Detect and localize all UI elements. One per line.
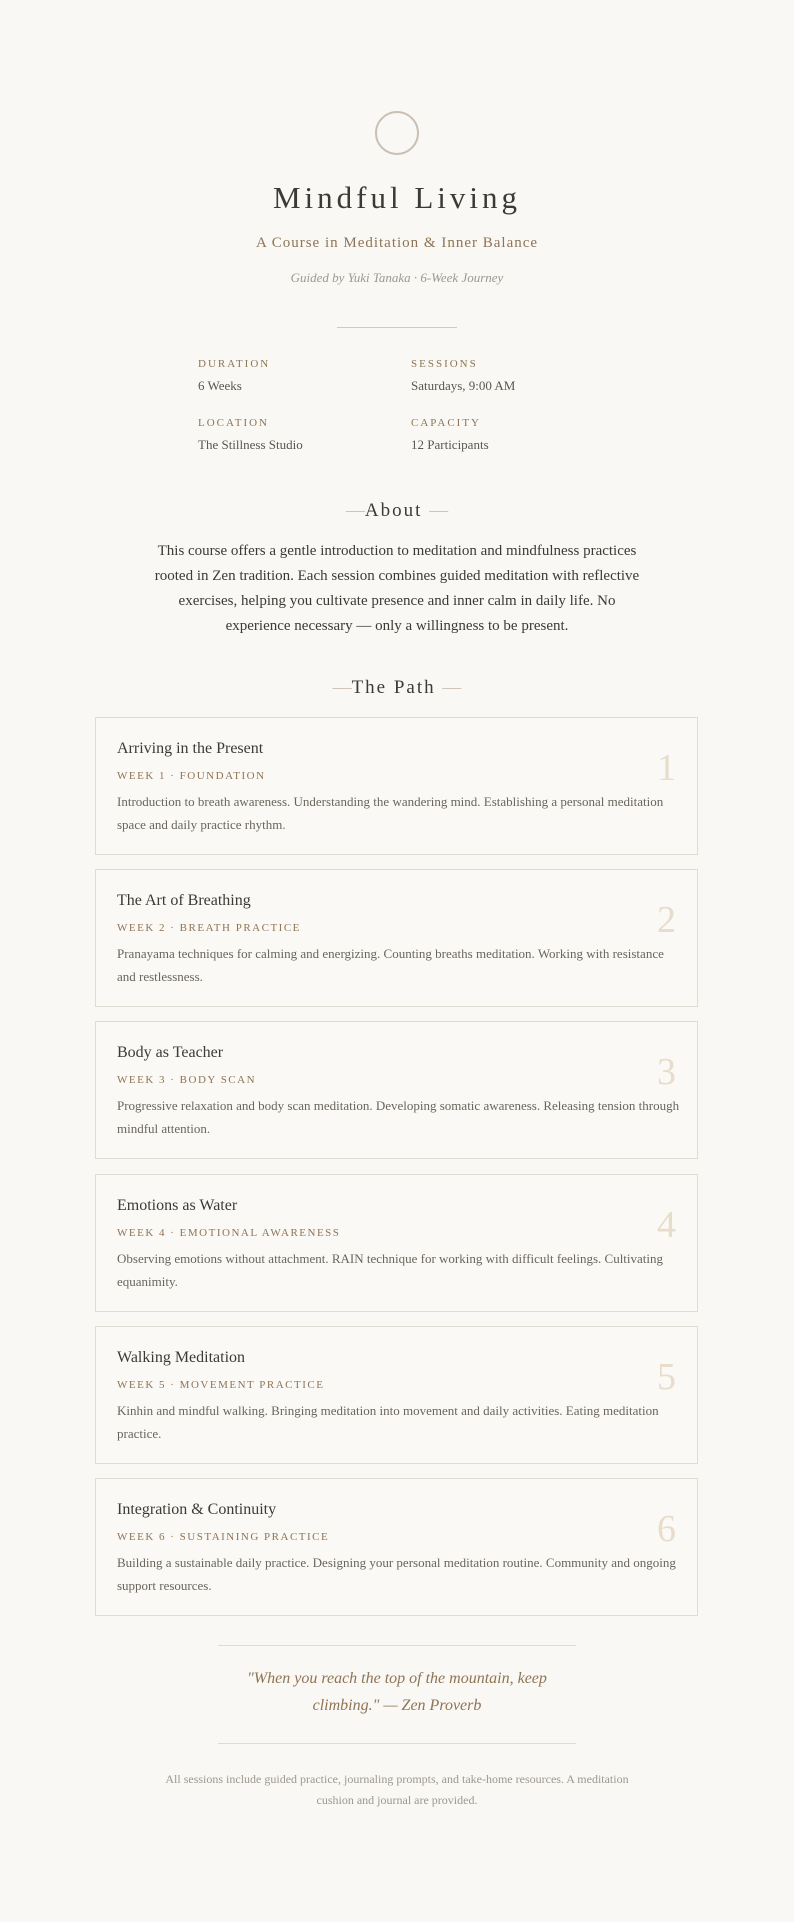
detail-value: Saturdays, 9:00 AM — [411, 378, 516, 393]
week-card — [95, 869, 698, 1007]
week-label: WEEK 2 · BREATH PRACTICE — [117, 922, 301, 934]
week-title: Integration & Continuity — [117, 1501, 277, 1518]
heading-dash: — — [332, 677, 352, 698]
week-label: WEEK 6 · SUSTAINING PRACTICE — [117, 1531, 330, 1543]
heading-dash: — — [429, 500, 449, 521]
week-label: WEEK 4 · EMOTIONAL AWARENESS — [117, 1227, 341, 1239]
footer-note: All sessions include guided practice, journaling prompts, and take-home resources. A meditation cushion and journal are provided. — [165, 1772, 629, 1807]
week-label: WEEK 3 · BODY SCAN — [117, 1074, 257, 1086]
about-heading — [0, 500, 794, 522]
detail-value: 12 Participants — [411, 437, 489, 452]
week-card — [95, 1478, 698, 1616]
heading-dash: — — [345, 500, 365, 521]
about-heading-text: About — [364, 500, 423, 521]
week-title: Arriving in the Present — [117, 740, 264, 757]
week-title: Body as Teacher — [117, 1044, 224, 1061]
week-card — [95, 1174, 698, 1312]
detail-label: LOCATION — [198, 417, 269, 429]
week-number: 6 — [657, 1508, 676, 1550]
detail-value: The Stillness Studio — [198, 437, 303, 452]
detail-duration — [198, 357, 398, 394]
week-label: WEEK 1 · FOUNDATION — [117, 770, 266, 782]
detail-value: 6 Weeks — [198, 378, 242, 393]
week-number: 1 — [657, 747, 676, 789]
quote-divider-bottom — [218, 1743, 576, 1744]
closing-quote: "When you reach the top of the mountain, keep climbing." — Zen Proverb — [247, 1670, 547, 1714]
week-number: 3 — [657, 1051, 676, 1093]
week-description: Progressive relaxation and body scan meditation. Developing somatic awareness. Releasing tension through mindful attention. — [117, 1098, 680, 1136]
quote-divider-top — [218, 1645, 576, 1646]
guide-line: Guided by Yuki Tanaka · 6-Week Journey — [290, 270, 504, 285]
page-title: Mindful Living — [272, 180, 522, 215]
week-description: Building a sustainable daily practice. Designing your personal meditation routine. Community and ongoing support resources. — [117, 1555, 676, 1593]
week-card — [95, 1326, 698, 1464]
week-number: 4 — [657, 1204, 676, 1246]
week-description: Observing emotions without attachment. RAIN technique for working with difficult feelings. Cultivating equanimity. — [117, 1251, 664, 1289]
path-heading-text: The Path — [351, 677, 436, 698]
week-title: The Art of Breathing — [117, 892, 251, 909]
week-description: Kinhin and mindful walking. Bringing meditation into movement and daily activities. Eating meditation practice. — [117, 1403, 659, 1441]
about-text: This course offers a gentle introduction to meditation and mindfulness practices rooted in Zen tradition. Each session combines guided meditation with reflective exercises, helping you cultivate presence and inner calm in daily life. No experience necessary — only a willingness to be present. — [154, 543, 640, 634]
week-card — [95, 717, 698, 855]
detail-label: DURATION — [198, 358, 271, 370]
detail-location — [198, 416, 398, 453]
header-divider — [337, 327, 457, 328]
detail-sessions — [411, 357, 611, 394]
week-title: Walking Meditation — [117, 1349, 246, 1366]
detail-label: CAPACITY — [411, 417, 481, 429]
path-heading — [0, 677, 794, 699]
week-title: Emotions as Water — [117, 1197, 238, 1214]
detail-capacity — [411, 416, 611, 453]
week-number: 2 — [657, 899, 676, 941]
heading-dash: — — [442, 677, 462, 698]
week-card — [95, 1021, 698, 1159]
enso-circle-icon — [375, 111, 419, 155]
page-subtitle: A Course in Meditation & Inner Balance — [255, 235, 539, 251]
week-label: WEEK 5 · MOVEMENT PRACTICE — [117, 1379, 325, 1391]
detail-label: SESSIONS — [411, 358, 478, 370]
week-description: Pranayama techniques for calming and energizing. Counting breaths meditation. Working with resistance and restlessness. — [117, 946, 664, 984]
week-description: Introduction to breath awareness. Understanding the wandering mind. Establishing a personal meditation space and daily practice rhythm. — [117, 794, 664, 832]
week-number: 5 — [657, 1356, 676, 1398]
